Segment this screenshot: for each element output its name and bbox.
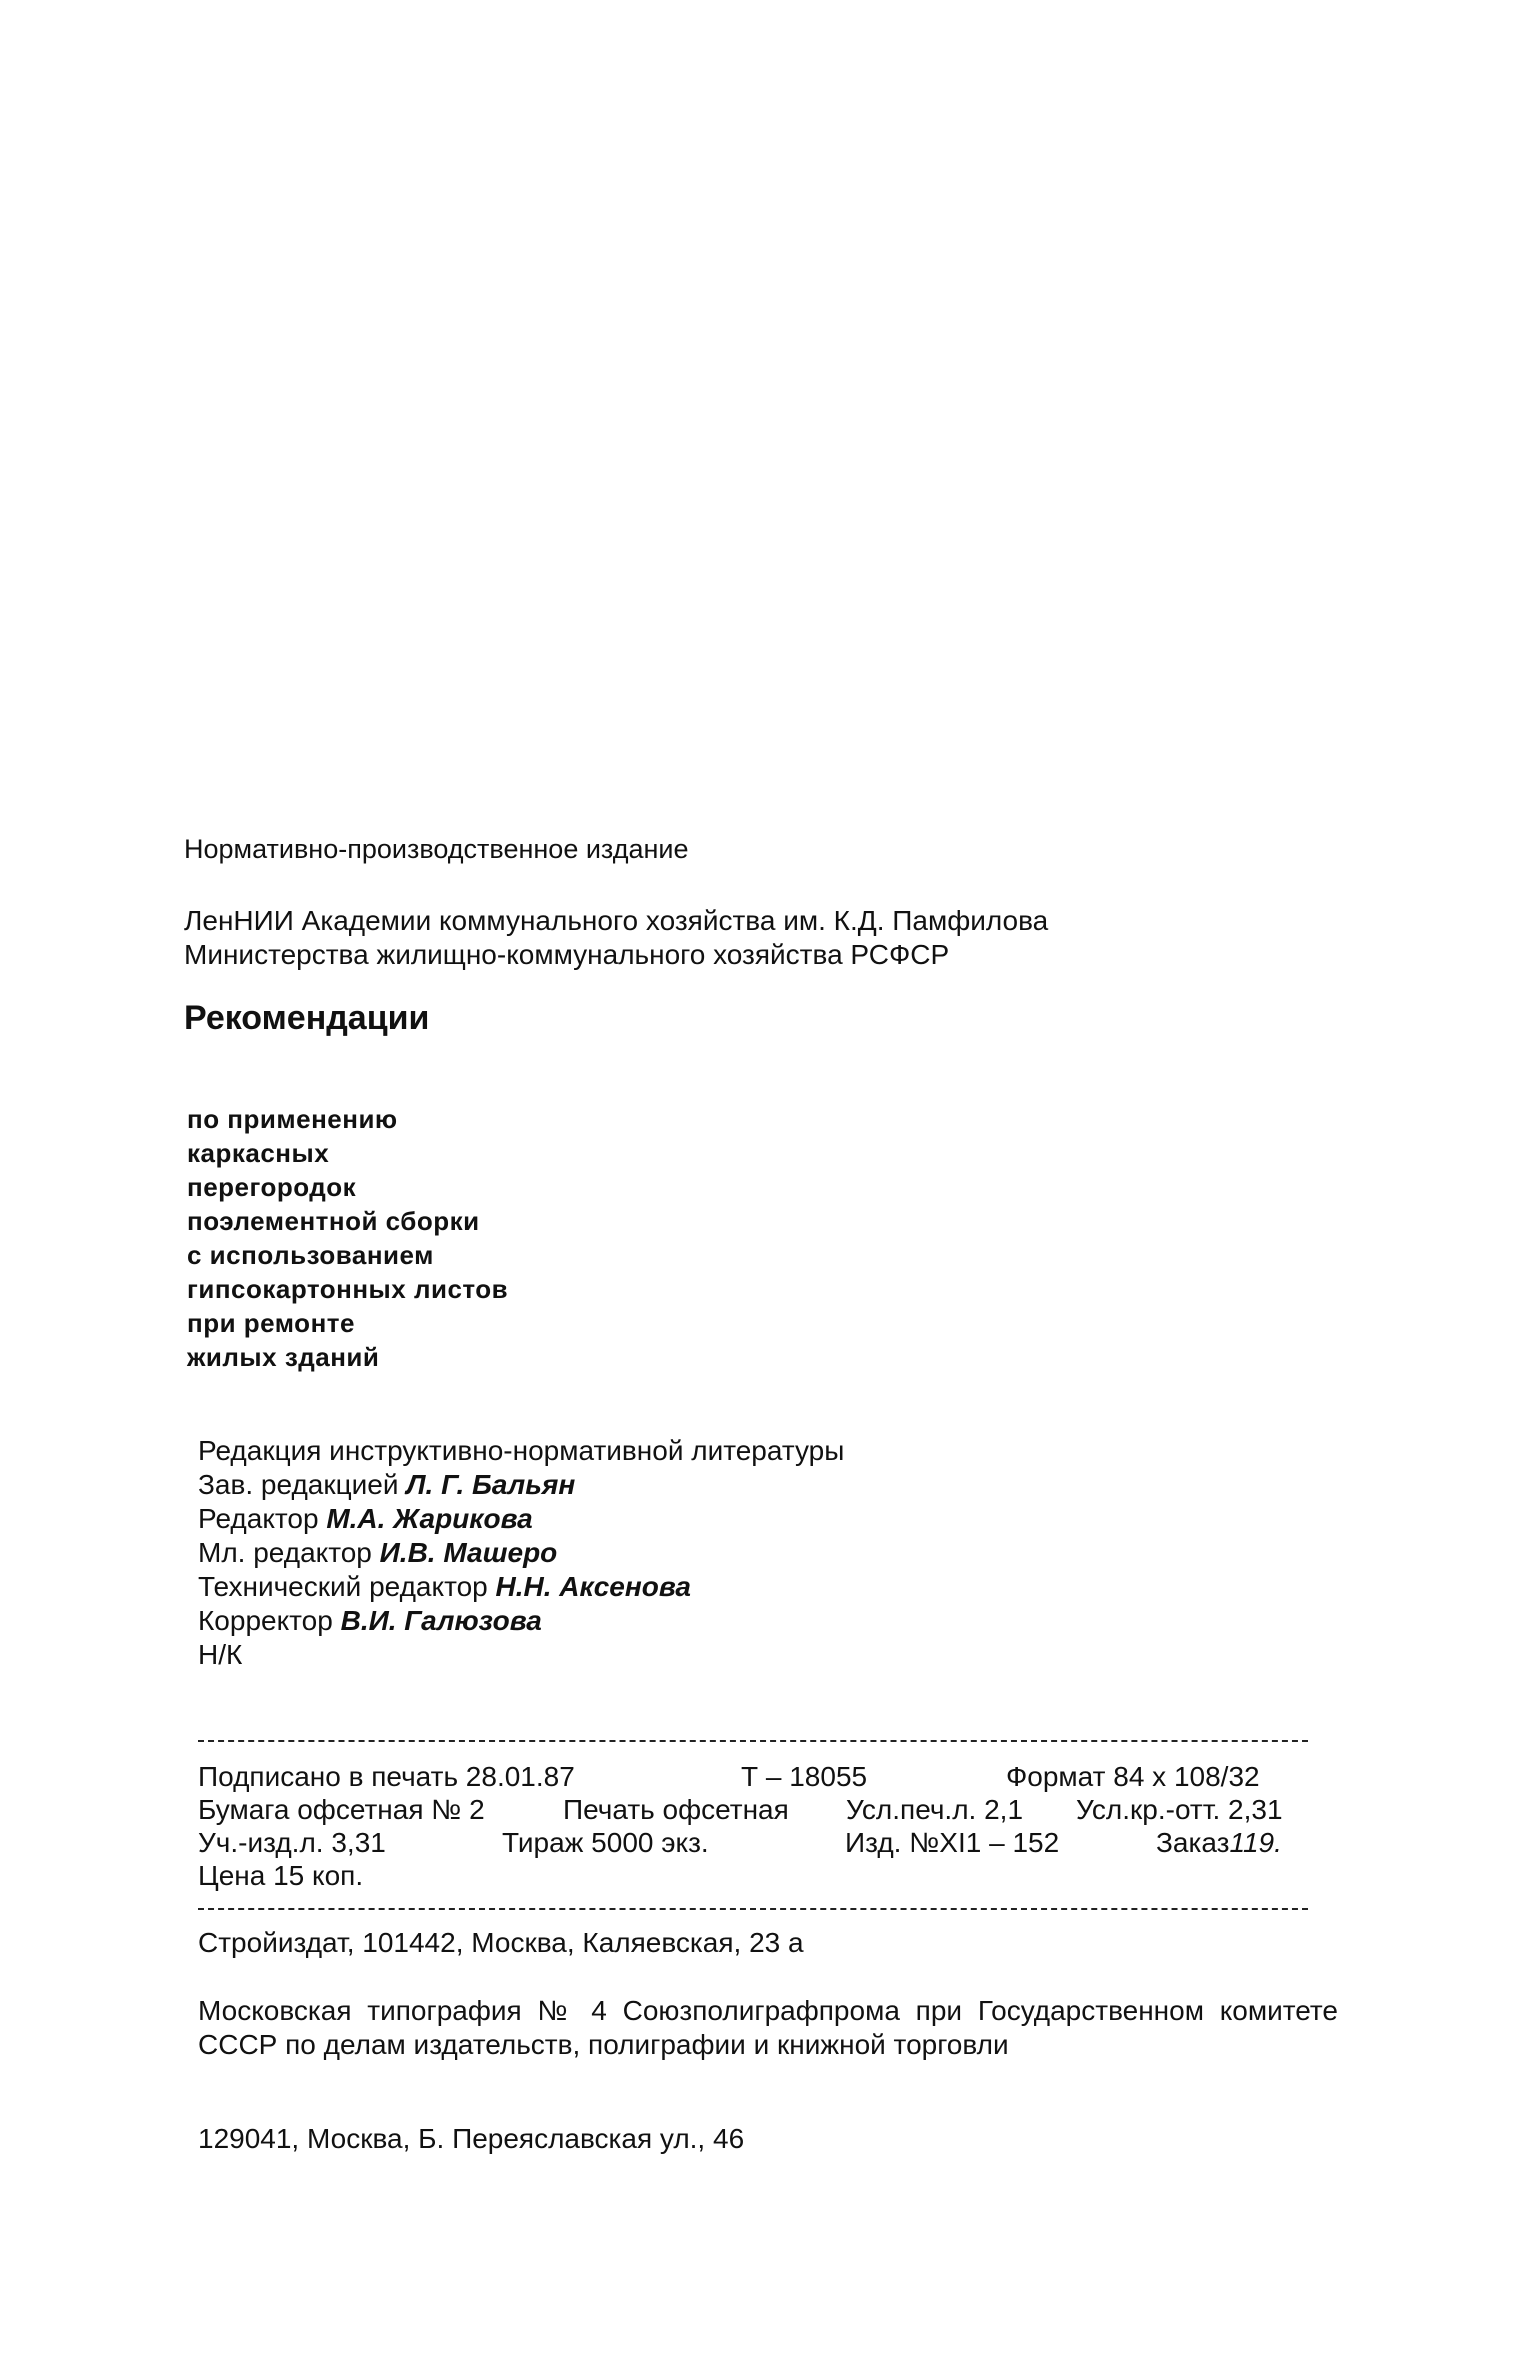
divider: [198, 1908, 1308, 1910]
editor-row: [198, 1502, 844, 1536]
organization-line-1: ЛенНИИ Академии коммунального хозяйства им. К.Д. Памфилова: [184, 905, 1049, 936]
subtitle-line: с использованием: [187, 1240, 434, 1270]
editorial-head-label: Зав. редакцией: [198, 1469, 399, 1500]
book-subtitle: [187, 1102, 508, 1374]
pubinfo-row: [198, 1793, 1338, 1826]
subtitle-line: по применению: [187, 1104, 398, 1134]
format: Формат 84 х 108/32: [1006, 1761, 1260, 1792]
tech-editor-name: Н.Н. Аксенова: [495, 1571, 691, 1602]
tech-editor-row: [198, 1570, 844, 1604]
subtitle-line: каркасных: [187, 1138, 330, 1168]
usl-kr-ott: Усл.кр.-отт. 2,31: [1076, 1794, 1283, 1825]
organization-line-2: Министерства жилищно-коммунального хозяйства РСФСР: [184, 939, 950, 970]
uch-izd: Уч.-изд.л. 3,31: [198, 1827, 386, 1858]
zakaz-number: 119.: [1229, 1827, 1282, 1858]
zakaz-label: Заказ: [1156, 1827, 1230, 1858]
printing-type: Печать офсетная: [563, 1794, 789, 1825]
corrector-name: В.И. Галюзова: [340, 1605, 542, 1636]
editor-name: М.А. Жарикова: [326, 1503, 533, 1534]
zakaz: [1156, 1826, 1282, 1859]
subtitle-line: при ремонте: [187, 1308, 355, 1338]
corrector-label: Корректор: [198, 1605, 333, 1636]
corrector-row: [198, 1604, 844, 1638]
tirazh: Тираж 5000 экз.: [502, 1827, 709, 1858]
junior-editor-name: И.В. Машеро: [379, 1537, 558, 1568]
editorial-head-name: Л. Г. Бальян: [406, 1469, 576, 1500]
subtitle-line: жилых зданий: [187, 1342, 380, 1372]
subtitle-line: перегородок: [187, 1172, 357, 1202]
editorial-department: Редакция инструктивно-нормативной литературы: [198, 1435, 845, 1466]
usl-pech: Усл.печ.л. 2,1: [846, 1794, 1024, 1825]
printer-address: 129041, Москва, Б. Переяславская ул., 46: [198, 2123, 745, 2154]
pubinfo-row: [198, 1826, 1338, 1859]
editorial-credits: [198, 1434, 844, 1672]
paper-type: Бумага офсетная № 2: [198, 1794, 485, 1825]
editorial-code: Н/К: [198, 1639, 243, 1670]
book-title: Рекомендации: [184, 999, 430, 1037]
t-number: Т – 18055: [741, 1761, 868, 1792]
tech-editor-label: Технический редактор: [198, 1571, 488, 1602]
editorial-head-row: [198, 1468, 844, 1502]
junior-editor-label: Мл. редактор: [198, 1537, 372, 1568]
divider: [198, 1740, 1308, 1742]
junior-editor-row: [198, 1536, 844, 1570]
price: Цена 15 коп.: [198, 1860, 364, 1891]
subtitle-line: поэлементной сборки: [187, 1206, 480, 1236]
subtitle-line: гипсокартонных листов: [187, 1274, 509, 1304]
signed-date: Подписано в печать 28.01.87: [198, 1761, 575, 1792]
publication-info: [198, 1760, 1338, 1892]
pubinfo-row: [198, 1859, 1338, 1892]
pubinfo-row: [198, 1760, 1338, 1793]
publisher: Стройиздат, 101442, Москва, Каляевская, 23 а: [198, 1927, 804, 1958]
printer: Московская типография № 4 Союзполиграфпрома при Государственном комитете СССР по делам издательств, полиграфии и книжной торговли: [198, 1995, 1338, 2060]
editor-label: Редактор: [198, 1503, 319, 1534]
izd-number: Изд. №XI1 – 152: [845, 1827, 1060, 1858]
edition-type: Нормативно-производственное издание: [184, 834, 689, 864]
